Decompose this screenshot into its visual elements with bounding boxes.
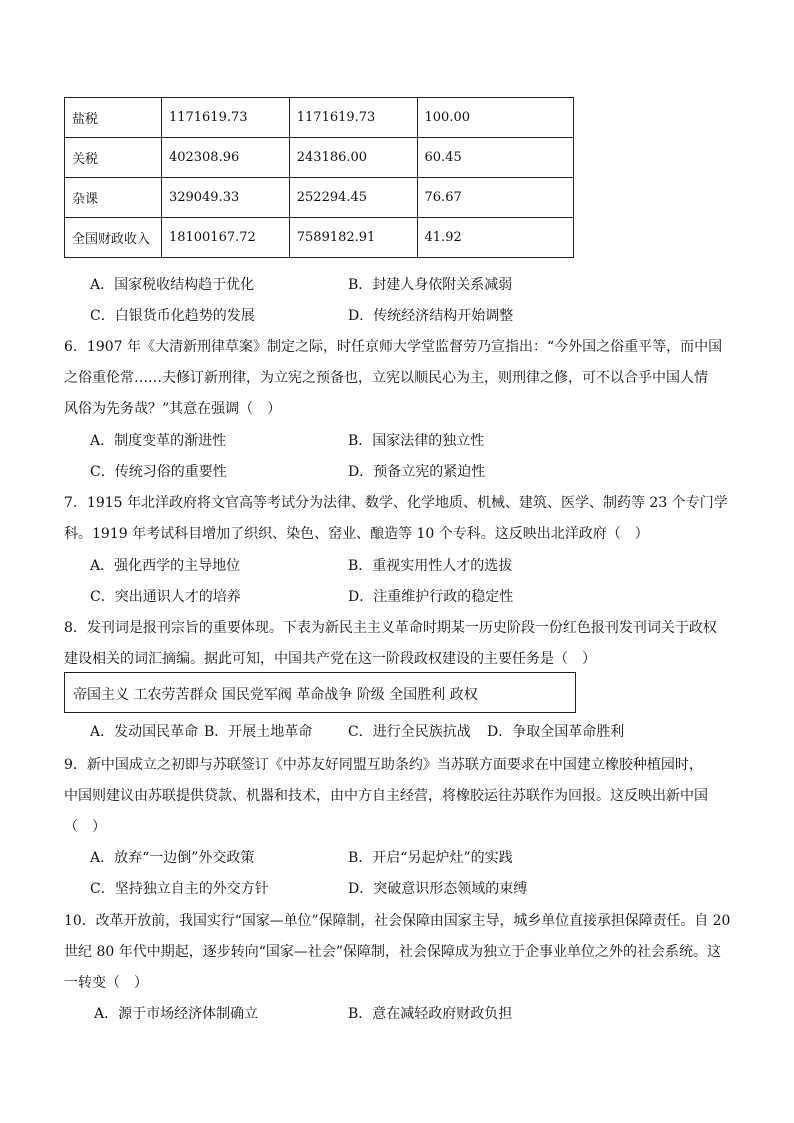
table-cell: 41.92 [417, 218, 573, 258]
q9-stem-line-1: 9．新中国成立之初即与苏联签订《中苏友好同盟互助条约》当苏联方面要求在中国建立橡胶种植园时， [64, 757, 703, 773]
table-row [65, 98, 574, 138]
q8-stem-line-2: 建设相关的词汇摘编。据此可知，中国共产党在这一阶段政权建设的主要任务是（ ） [64, 651, 596, 667]
q10-stem-line-2: 世纪 80 年代中期起，逐步转向“国家—社会”保障制，社会保障成为独立于企事业单位之外的社会系统。这 [64, 944, 722, 960]
q8-option-d: D．争取全国革命胜利 [487, 724, 625, 740]
table-cell: 76.67 [417, 178, 573, 218]
table-cell: 1171619.73 [289, 98, 417, 138]
q6-option-d: D．预备立宪的紧迫性 [348, 464, 486, 480]
tax-table [64, 97, 574, 258]
table-cell: 杂课 [65, 178, 162, 218]
q8-keyword-box [64, 672, 576, 713]
table-cell: 252294.45 [289, 178, 417, 218]
q6-stem-line-3: 风俗为先务哉？”其意在强调（ ） [64, 401, 282, 417]
q7-option-a: A．强化西学的主导地位 [90, 558, 241, 574]
table-cell: 全国财政收入 [65, 218, 162, 258]
q7-option-d: D．注重维护行政的稳定性 [348, 589, 514, 605]
q6-stem-line-2: 之俗重伦常……夫修订新刑律，为立宪之预备也，立宪以顺民心为主，则刑律之修，可不以合乎中国人情 [64, 370, 708, 386]
q5-option-d: D．传统经济结构开始调整 [348, 308, 514, 324]
q9-stem-line-2: 中国则建议由苏联提供贷款、机器和技术，由中方自主经营，将橡胶运往苏联作为回报。这反映出新中国 [64, 788, 708, 804]
q5-option-b: B．封建人身依附关系减弱 [348, 277, 513, 293]
table-cell: 243186.00 [289, 138, 417, 178]
q5-option-c: C．白银货币化趋势的发展 [90, 308, 255, 324]
table-cell: 盐税 [65, 98, 162, 138]
table-cell: 7589182.91 [289, 218, 417, 258]
q9-option-d: D．突破意识形态领域的束缚 [348, 881, 528, 897]
q10-option-a: A．源于市场经济体制确立 [94, 1006, 259, 1022]
q8-option-c: C．进行全民族抗战 [348, 724, 471, 740]
table-row [65, 218, 574, 258]
q10-stem-line-3: 一转变（ ） [64, 975, 148, 991]
q6-option-c: C．传统习俗的重要性 [90, 464, 227, 480]
q8-stem-line-1: 8．发刊词是报刊宗旨的重要体现。下表为新民主主义革命时期某一历史阶段一份红色报刊发刊词关于政权 [64, 620, 717, 636]
q8-option-b: B．开展土地革命 [204, 724, 313, 740]
q10-stem-line-1: 10．改革开放前，我国实行“国家—单位”保障制，社会保障由国家主导，城乡单位直接承担保障责任。自 20 [64, 913, 731, 929]
table-cell: 60.45 [417, 138, 573, 178]
q8-keyword-text: 帝国主义 工农劳苦群众 国民党军阀 革命战争 阶级 全国胜利 政权 [73, 687, 478, 703]
table-cell: 402308.96 [161, 138, 289, 178]
q7-option-b: B．重视实用性人才的选拔 [348, 558, 513, 574]
table-cell: 100.00 [417, 98, 573, 138]
table-cell: 关税 [65, 138, 162, 178]
table-row [65, 178, 574, 218]
q9-option-a: A．放弃“一边倒”外交政策 [90, 850, 255, 866]
table-cell: 18100167.72 [161, 218, 289, 258]
q6-option-a: A．制度变革的渐进性 [90, 433, 227, 449]
table-row [65, 138, 574, 178]
q9-stem-line-3: （ ） [64, 819, 106, 835]
q8-option-a: A．发动国民革命 [90, 724, 199, 740]
q10-option-b: B．意在减轻政府财政负担 [348, 1006, 513, 1022]
table-cell: 329049.33 [161, 178, 289, 218]
q7-option-c: C．突出通识人才的培养 [90, 589, 241, 605]
q7-stem-line-2: 科。1919 年考试科目增加了织织、染色、窑业、酿造等 10 个专科。这反映出北洋政府（ ） [64, 526, 649, 542]
q9-option-c: C．坚持独立自主的外交方针 [90, 881, 269, 897]
q9-option-b: B．开启“另起炉灶”的实践 [348, 850, 513, 866]
q6-option-b: B．国家法律的独立性 [348, 433, 485, 449]
q5-option-a: A．国家税收结构趋于优化 [90, 277, 255, 293]
q6-stem-line-1: 6．1907 年《大清新刑律草案》制定之际，时任京师大学堂监督劳乃宣指出：“今外国之俗重平等，而中国 [64, 339, 723, 355]
table-cell: 1171619.73 [161, 98, 289, 138]
q7-stem-line-1: 7．1915 年北洋政府将文官高等考试分为法律、数学、化学地质、机械、建筑、医学、制药等 23 个专门学 [64, 495, 728, 511]
